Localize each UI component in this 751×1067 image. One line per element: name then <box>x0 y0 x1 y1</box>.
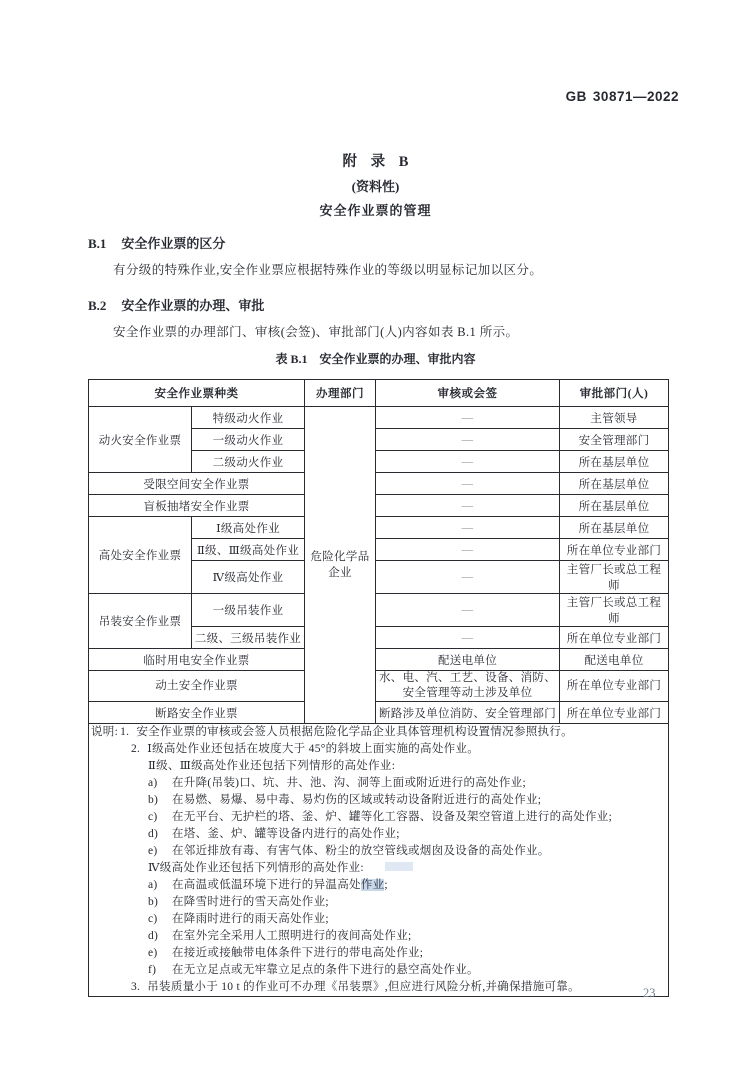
standard-number <box>0 89 679 104</box>
appendix-subtitle: (资料性) <box>351 179 400 194</box>
table-row <box>89 517 669 539</box>
section-b1-number: B.1 <box>88 236 107 251</box>
note-line: 说明: 1. 安全作业票的审核或会签人员根据危险化学品企业具体管理机构设置情况参照执行。 <box>91 726 573 738</box>
permit-table <box>88 379 669 997</box>
header-permit-type: 安全作业票种类 <box>89 380 305 407</box>
full-type-cell: 临时用电安全作业票 <box>89 649 305 671</box>
permit-table-container <box>88 379 669 997</box>
table-row <box>89 671 669 702</box>
table-row <box>89 495 669 517</box>
approval-cell: 配送电单位 <box>560 649 669 671</box>
approval-cell: 所在单位专业部门 <box>560 627 669 649</box>
note-line: d) 在塔、釜、炉、罐等设备内进行的高处作业; <box>148 828 400 840</box>
note-line: a) 在高温或低温环境下进行的异温高处作业; <box>148 879 388 891</box>
note-line: 2. Ⅰ级高处作业还包括在坡度大于 45°的斜坡上面实施的高处作业。 <box>131 743 480 755</box>
group-cell: 高处安全作业票 <box>89 517 192 594</box>
table-header-row <box>89 380 669 407</box>
review-cell: — <box>376 473 560 495</box>
table-caption-text: 安全作业票的办理、审批内容 <box>319 352 476 366</box>
note-line: d) 在室外完全采用人工照明进行的夜间高处作业; <box>148 930 412 942</box>
header-handling-dept: 办理部门 <box>305 380 376 407</box>
sub-cell: Ⅱ级、Ⅲ级高处作业 <box>192 539 305 561</box>
note-line: e) 在接近或接触带电体条件下进行的带电高处作业; <box>148 947 424 959</box>
approval-cell: 所在单位专业部门 <box>560 671 669 702</box>
table-row <box>89 594 669 627</box>
review-cell: 水、电、汽、工艺、设备、消防、安全管理等动土涉及单位 <box>376 671 560 702</box>
approval-cell: 所在单位专业部门 <box>560 539 669 561</box>
full-type-cell: 盲板抽堵安全作业票 <box>89 495 305 517</box>
highlighted-text: 作业 <box>360 879 385 891</box>
header-approval: 审批部门(人) <box>560 380 669 407</box>
note-line: e) 在邻近排放有毒、有害气体、粉尘的放空管线或烟囱及设备的高处作业。 <box>148 845 550 857</box>
review-cell: — <box>376 407 560 429</box>
note-line: f) 在无立足点或无牢靠立足点的条件下进行的悬空高处作业。 <box>148 964 479 976</box>
group-cell: 动火安全作业票 <box>89 407 192 473</box>
appendix-title: 附 录 B <box>342 154 409 170</box>
standard-digits: 30871—2022 <box>592 89 679 104</box>
table-row <box>89 702 669 724</box>
section-b1-title: 安全作业票的区分 <box>121 236 226 251</box>
section-b2-heading <box>88 295 264 314</box>
approval-cell: 所在基层单位 <box>560 473 669 495</box>
review-cell: — <box>376 561 560 594</box>
review-cell: — <box>376 594 560 627</box>
sub-cell: Ⅰ级高处作业 <box>192 517 305 539</box>
review-cell: — <box>376 517 560 539</box>
approval-cell: 主管领导 <box>560 407 669 429</box>
table-caption <box>0 350 751 367</box>
sub-cell: 二级、三级吊装作业 <box>192 627 305 649</box>
full-type-cell: 受限空间安全作业票 <box>89 473 305 495</box>
review-cell: 配送电单位 <box>376 649 560 671</box>
section-b1-body: 有分级的特殊作业,安全作业票应根据特殊作业的等级以明显标记加以区分。 <box>113 263 543 277</box>
approval-cell: 所在基层单位 <box>560 517 669 539</box>
handling-dept-cell: 危险化学品企业 <box>305 407 376 724</box>
approval-cell: 安全管理部门 <box>560 429 669 451</box>
page-number: 23 <box>643 986 656 1000</box>
approval-cell: 所在基层单位 <box>560 495 669 517</box>
table-row <box>89 649 669 671</box>
note-line: b) 在易燃、易爆、易中毒、易灼伤的区域或转动设备附近进行的高处作业; <box>148 794 542 806</box>
approval-cell: 所在单位专业部门 <box>560 702 669 724</box>
appendix-name: 安全作业票的管理 <box>319 203 432 218</box>
note-line: c) 在无平台、无护栏的塔、釜、炉、罐等化工容器、设备及架空管道上进行的高处作业; <box>148 811 613 823</box>
review-cell: 断路涉及单位消防、安全管理部门 <box>376 702 560 724</box>
note-line: Ⅳ级高处作业还包括下列情形的高处作业: <box>148 862 364 874</box>
note-line: a) 在升降(吊装)口、坑、井、池、沟、洞等上面或附近进行的高处作业; <box>148 777 526 789</box>
approval-cell: 所在基层单位 <box>560 451 669 473</box>
section-b2-title: 安全作业票的办理、审批 <box>121 298 265 313</box>
table-row <box>89 473 669 495</box>
table-notes <box>89 724 669 997</box>
note-line: 3. 吊装质量小于 10 t 的作业可不办理《吊装票》,但应进行风险分析,并确保措施可靠。 <box>131 981 580 993</box>
review-cell: — <box>376 495 560 517</box>
approval-cell: 主管厂长或总工程师 <box>560 594 669 627</box>
selection-artifact <box>385 862 413 871</box>
table-caption-label: 表 B.1 <box>275 352 308 366</box>
sub-cell: 一级吊装作业 <box>192 594 305 627</box>
notes-label: 说明: <box>91 726 119 738</box>
note-line: Ⅱ级、Ⅲ级高处作业还包括下列情形的高处作业: <box>148 760 396 772</box>
header-review: 审核或会签 <box>376 380 560 407</box>
sub-cell: 一级动火作业 <box>192 429 305 451</box>
review-cell: — <box>376 429 560 451</box>
review-cell: — <box>376 627 560 649</box>
review-cell: — <box>376 451 560 473</box>
group-cell: 吊装安全作业票 <box>89 594 192 649</box>
section-b1-heading <box>88 233 225 252</box>
sub-cell: Ⅳ级高处作业 <box>192 561 305 594</box>
sub-cell: 特级动火作业 <box>192 407 305 429</box>
note-line: c) 在降雨时进行的雨天高处作业; <box>148 913 329 925</box>
full-type-cell: 断路安全作业票 <box>89 702 305 724</box>
approval-cell: 主管厂长或总工程师 <box>560 561 669 594</box>
table-row <box>89 407 669 429</box>
table-notes-row <box>89 724 669 997</box>
sub-cell: 二级动火作业 <box>192 451 305 473</box>
section-b2-number: B.2 <box>88 298 107 313</box>
full-type-cell: 动土安全作业票 <box>89 671 305 702</box>
standard-prefix: GB <box>565 89 587 104</box>
section-b2-body: 安全作业票的办理部门、审核(会签)、审批部门(人)内容如表 B.1 所示。 <box>113 325 519 339</box>
review-cell: — <box>376 539 560 561</box>
note-line: b) 在降雪时进行的雪天高处作业; <box>148 896 329 908</box>
